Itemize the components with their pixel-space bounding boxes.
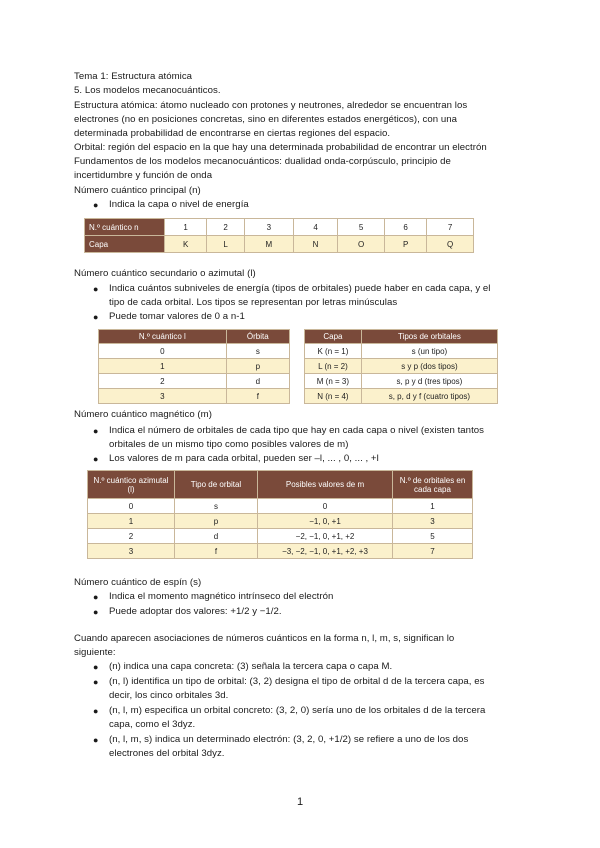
table-cell: 1	[393, 499, 473, 514]
table-cell: O	[338, 236, 385, 253]
bullet-icon: ●	[93, 607, 99, 617]
table-cell: 7	[393, 544, 473, 559]
table-cell: 1	[88, 514, 175, 529]
table-cell: 2	[99, 374, 227, 389]
espin-heading: Número cuántico de espín (s)	[74, 577, 202, 588]
table-header: N.º cuántico azimutal (l)	[88, 471, 175, 499]
bullet-icon: ●	[93, 454, 99, 464]
table-header: Tipo de orbital	[175, 471, 258, 499]
table-header: Tipos de orbitales	[361, 330, 497, 344]
bullet-text: electrones del orbital 3dyz.	[109, 748, 225, 759]
bullet-icon: ●	[93, 706, 99, 716]
table-cell: s y p (dos tipos)	[361, 359, 497, 374]
section-heading: 5. Los modelos mecanocuánticos.	[74, 85, 221, 96]
table-cell: N (n = 4)	[305, 389, 362, 404]
table-cell: 2	[207, 219, 245, 236]
table-cell: L (n = 2)	[305, 359, 362, 374]
table-cell: 0	[258, 499, 393, 514]
bullet-text: decir, los cinco orbitales 3d.	[109, 690, 229, 701]
principal-heading: Número cuántico principal (n)	[74, 185, 201, 196]
asociaciones-intro: Cuando aparecen asociaciones de números cuánticos en la forma n, l, m, s, significan lo	[74, 633, 455, 644]
intro-line: Fundamentos de los modelos mecanocuánticos: dualidad onda-corpúsculo, principio de	[74, 156, 451, 167]
bullet-text: Indica cuántos subniveles de energía (tipos de orbitales) puede haber en cada capa, y el	[109, 283, 491, 294]
azimutal-table	[98, 329, 290, 404]
bullet-icon: ●	[93, 677, 99, 687]
bullet-icon: ●	[93, 662, 99, 672]
intro-line: determinada probabilidad de encontrarse en ciertas regiones del espacio.	[74, 128, 391, 139]
table-cell: s, p y d (tres tipos)	[361, 374, 497, 389]
asociaciones-intro: siguiente:	[74, 647, 116, 658]
table-cell: p	[226, 359, 289, 374]
table-cell: −1, 0, +1	[258, 514, 393, 529]
bullet-text: (n, l, m) especifica un orbital concreto: (3, 2, 0) sería uno de los orbitales d de la tercera	[109, 705, 486, 716]
table-cell: d	[226, 374, 289, 389]
table-cell: s	[175, 499, 258, 514]
table-cell: −2, −1, 0, +1, +2	[258, 529, 393, 544]
table-header: N.º cuántico l	[99, 330, 227, 344]
bullet-text: Puede adoptar dos valores: +1/2 y −1/2.	[109, 606, 282, 617]
page-number: 1	[296, 796, 304, 808]
table-cell: 5	[338, 219, 385, 236]
table-cell: M (n = 3)	[305, 374, 362, 389]
table-cell: 1	[165, 219, 207, 236]
table-cell: N.º cuántico n	[85, 219, 165, 236]
table-header: N.º de orbitales en cada capa	[393, 471, 473, 499]
intro-line: incertidumbre y función de onda	[74, 170, 213, 181]
table-cell: 3	[99, 389, 227, 404]
table-cell: N	[293, 236, 337, 253]
intro-line: Orbital: región del espacio en la que hay una determinada probabilidad de encontrar un electrón	[74, 142, 487, 153]
table-cell: 4	[293, 219, 337, 236]
intro-line: electrones (no en posiciones concretas, sino en diferentes estados energéticos), con una	[74, 114, 458, 125]
table-cell: K (n = 1)	[305, 344, 362, 359]
table-cell: 6	[385, 219, 427, 236]
bullet-text: Indica el número de orbitales de cada tipo que hay en cada capa o nivel (existen tantos	[109, 425, 485, 436]
table-cell: 0	[99, 344, 227, 359]
bullet-icon: ●	[93, 200, 99, 210]
table-cell: 5	[393, 529, 473, 544]
magnetico-heading: Número cuántico magnético (m)	[74, 409, 212, 420]
bullet-text: tipo de cada orbital. Los tipos se representan por letras minúsculas	[109, 297, 398, 308]
table-cell: f	[226, 389, 289, 404]
table-cell: 1	[99, 359, 227, 374]
table-header: Posibles valores de m	[258, 471, 393, 499]
bullet-text: orbitales de un mismo tipo como posibles valores de m)	[109, 439, 349, 450]
table-cell: P	[385, 236, 427, 253]
bullet-icon: ●	[93, 735, 99, 745]
table-cell: −3, −2, −1, 0, +1, +2, +3	[258, 544, 393, 559]
bullet-text: (n, l) identifica un tipo de orbital: (3, 2) designa el tipo de orbital d de la tercera capa, es	[109, 676, 485, 687]
bullet-text: capa, como el 3dyz.	[109, 719, 196, 730]
table-cell: 3	[88, 544, 175, 559]
table-cell: K	[165, 236, 207, 253]
table-cell: 3	[393, 514, 473, 529]
table-cell: 3	[244, 219, 293, 236]
table-cell: d	[175, 529, 258, 544]
table-cell: 0	[88, 499, 175, 514]
table-cell: 7	[427, 219, 474, 236]
bullet-text: (n) indica una capa concreta: (3) señala la tercera capa o capa M.	[109, 661, 393, 672]
table-cell: M	[244, 236, 293, 253]
principal-table	[84, 218, 474, 253]
table-header: Capa	[305, 330, 362, 344]
table-cell: 2	[88, 529, 175, 544]
bullet-icon: ●	[93, 426, 99, 436]
secundario-heading: Número cuántico secundario o azimutal (l)	[74, 268, 256, 279]
capas-table	[304, 329, 498, 404]
bullet-text: Los valores de m para cada orbital, pueden ser –l, ... , 0, ... , +l	[109, 453, 379, 464]
table-cell: Capa	[85, 236, 165, 253]
magnetico-table	[87, 470, 473, 559]
intro-line: Estructura atómica: átomo nucleado con protones y neutrones, alrededor se encuentran los	[74, 100, 468, 111]
table-header: Órbita	[226, 330, 289, 344]
document-title: Tema 1: Estructura atómica	[74, 71, 193, 82]
bullet-icon: ●	[93, 284, 99, 294]
table-cell: s (un tipo)	[361, 344, 497, 359]
table-cell: p	[175, 514, 258, 529]
table-cell: s	[226, 344, 289, 359]
bullet-text: Indica el momento magnético intrínseco del electrón	[109, 591, 334, 602]
bullet-icon: ●	[93, 592, 99, 602]
table-cell: f	[175, 544, 258, 559]
bullet-text: Indica la capa o nivel de energía	[109, 199, 249, 210]
table-cell: Q	[427, 236, 474, 253]
table-cell: L	[207, 236, 245, 253]
bullet-text: (n, l, m, s) indica un determinado electrón: (3, 2, 0, +1/2) se refiere a uno de los dos	[109, 734, 469, 745]
bullet-text: Puede tomar valores de 0 a n-1	[109, 311, 245, 322]
table-cell: s, p, d y f (cuatro tipos)	[361, 389, 497, 404]
bullet-icon: ●	[93, 312, 99, 322]
